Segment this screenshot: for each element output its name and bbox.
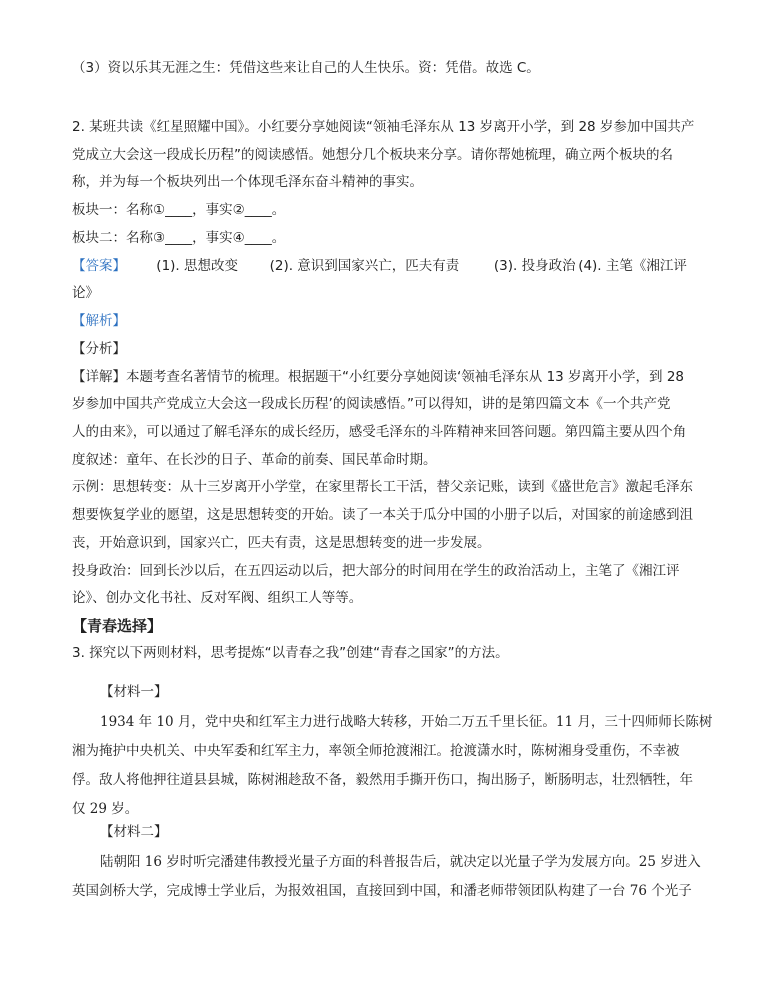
section-heading: 【青春选择】	[72, 617, 163, 635]
analysis-tag: 【解析】	[72, 313, 126, 329]
fenxi-tag: 【分析】	[72, 341, 126, 357]
example-line-1: 示例：思想转变：从十三岁离开小学堂，在家里帮长工干活，替父亲记账，读到《盛世危言》激起毛泽东	[72, 479, 693, 495]
material-one-line-4: 仅 29 岁。	[72, 801, 139, 817]
material-one-line-3: 俘。敌人将他押往道县县城，陈树湘趁敌不备，毅然用手撕开伤口，掏出肠子，断肠明志，壮烈牺牲，年	[72, 772, 693, 788]
question-2-line-1: 2. 某班共读《红星照耀中国》。小红要分享她阅读“领袖毛泽东从 13 岁离开小学，到 28 岁参加中国共产	[72, 119, 695, 135]
material-two-title: 【材料二】	[100, 824, 168, 840]
material-two-line-1: 陆朝阳 16 岁时听完潘建伟教授光量子方面的科普报告后，就决定以光量子学为发展方向。25 岁进入	[100, 854, 701, 870]
block-two-line: 板块二：名称③____，事实④____。	[72, 230, 286, 246]
material-one-line-2: 湘为掩护中央机关、中央军委和红军主力，率领全师抢渡湘江。抢渡潇水时，陈树湘身受重伤，不幸被	[72, 743, 680, 759]
politics-line-1: 投身政治：回到长沙以后，在五四运动以后，把大部分的时间用在学生的政治活动上，主笔了《湘江评	[72, 563, 680, 579]
material-one-title: 【材料一】	[100, 684, 168, 700]
detail-line-1: 【详解】本题考查名著情节的梳理。根据题干“小红要分享她阅读‘领袖毛泽东从 13 岁离开小学，到 28	[72, 369, 685, 385]
answer-line	[72, 256, 687, 276]
example-line-2: 想要恢复学业的愿望，这是思想转变的开始。读了一本关于瓜分中国的小册子以后，对国家的前途感到沮	[72, 507, 693, 523]
material-one-line-1: 1934 年 10 月，党中央和红军主力进行战略大转移，开始二万五千里长征。11 月，三十四师师长陈树	[100, 714, 713, 730]
detail-line-3: 人的由来》，可以通过了解毛泽东的成长经历，感受毛泽东的斗阵精神来回答问题。第四篇主要从四个角	[72, 424, 687, 440]
politics-line-2: 论》、创办文化书社、反对军阀、组织工人等等。	[72, 590, 363, 606]
answer-2: (2). 意识到国家兴亡，匹夫有责	[269, 258, 460, 274]
detail-line-2: 岁参加中国共产党成立大会这一段成长历程’的阅读感悟。”可以得知，讲的是第四篇文本《一个共产党	[72, 396, 671, 412]
block-one-line: 板块一：名称①____，事实②____。	[72, 202, 286, 218]
answer-4: (4). 主笔《湘江评	[578, 258, 687, 274]
question-2-line-2: 党成立大会这一段成长历程”的阅读感悟。她想分几个板块来分享。请你帮她梳理，确立两个板块的名	[72, 147, 673, 163]
detail-line-4: 度叙述：童年、在长沙的日子、革命的前奏、国民革命时期。	[72, 452, 437, 468]
answer-tag: 【答案】	[72, 258, 126, 274]
answer-3: (3). 投身政治	[493, 258, 576, 274]
answer-1: (1). 思想改变	[156, 258, 239, 274]
example-line-3: 丧，开始意识到，国家兴亡，匹夫有责，这是思想转变的进一步发展。	[72, 535, 491, 551]
question-3: 3. 探究以下两则材料，思考提炼“以青春之我”创建“青春之国家”的方法。	[72, 645, 509, 661]
material-two-line-2: 英国剑桥大学，完成博士学业后，为报效祖国，直接回到中国，和潘老师带领团队构建了一台 76 个光子	[72, 883, 692, 899]
answer-continuation: 论》	[72, 285, 99, 301]
question-2-line-3: 称，并为每一个板块列出一个体现毛泽东奋斗精神的事实。	[72, 174, 423, 190]
answer-line-3: （3）资以乐其无涯之生：凭借这些来让自己的人生快乐。资：凭借。故选 C。	[72, 60, 540, 76]
